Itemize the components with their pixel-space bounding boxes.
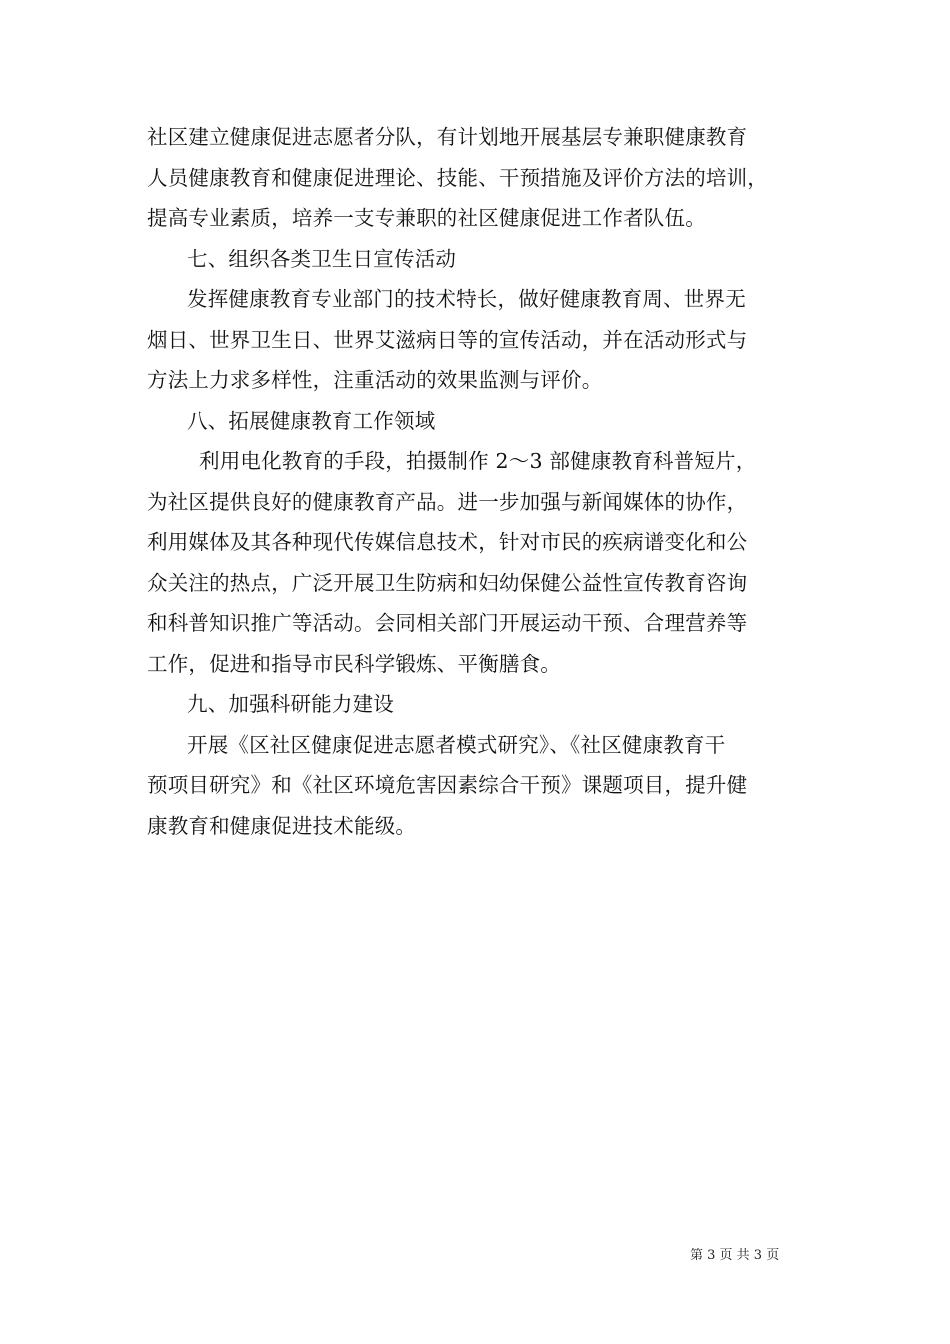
section-heading-7: 七、组织各类卫生日宣传活动 [187,246,457,271]
body-line: 发挥健康教育专业部门的技术特长，做好健康教育周、世界无 [187,287,746,311]
section-heading-8: 八、拓展健康教育工作领域 [187,408,436,433]
body-line: 社区建立健康促进志愿者分队，有计划地开展基层专兼职健康教育 [147,125,748,149]
body-line: 利用媒体及其各种现代传媒信息技术，针对市民的疾病谱变化和公 [147,530,748,554]
body-line: 提高专业素质，培养一支专兼职的社区健康促进工作者队伍。 [147,206,706,230]
body-line: 和科普知识推广等活动。会同相关部门开展运动干预、合理营养等 [147,611,748,635]
body-line: 工作，促进和指导市民科学锻炼、平衡膳食。 [147,651,561,676]
body-line: 为社区提供良好的健康教育产品。进一步加强与新闻媒体的协作， [147,489,748,514]
body-line: 众关注的热点，广泛开展卫生防病和妇幼保健公益性宣传教育咨询 [147,570,748,595]
body-line: 康教育和健康促进技术能级。 [147,813,417,838]
page-number-footer: 第 3 页 共 3 页 [690,1248,780,1263]
body-line: 开展《区社区健康促进志愿者模式研究》、《社区健康教育干 [187,732,726,757]
body-line: 人员健康教育和健康促进理论、技能、干预措施及评价方法的培训， [147,165,768,190]
body-line: 预项目研究》和《社区环境危害因素综合干预》课题项目，提升健 [147,773,748,797]
document-body [147,117,812,846]
body-line: 烟日、世界卫生日、世界艾滋病日等的宣传活动，并在活动形式与 [147,327,748,352]
section-heading-9: 九、加强科研能力建设 [187,692,394,716]
body-line: 方法上力求多样性，注重活动的效果监测与评价。 [147,368,603,392]
body-line: 利用电化教育的手段，拍摄制作 2～3 部健康教育科普短片， [199,449,757,473]
